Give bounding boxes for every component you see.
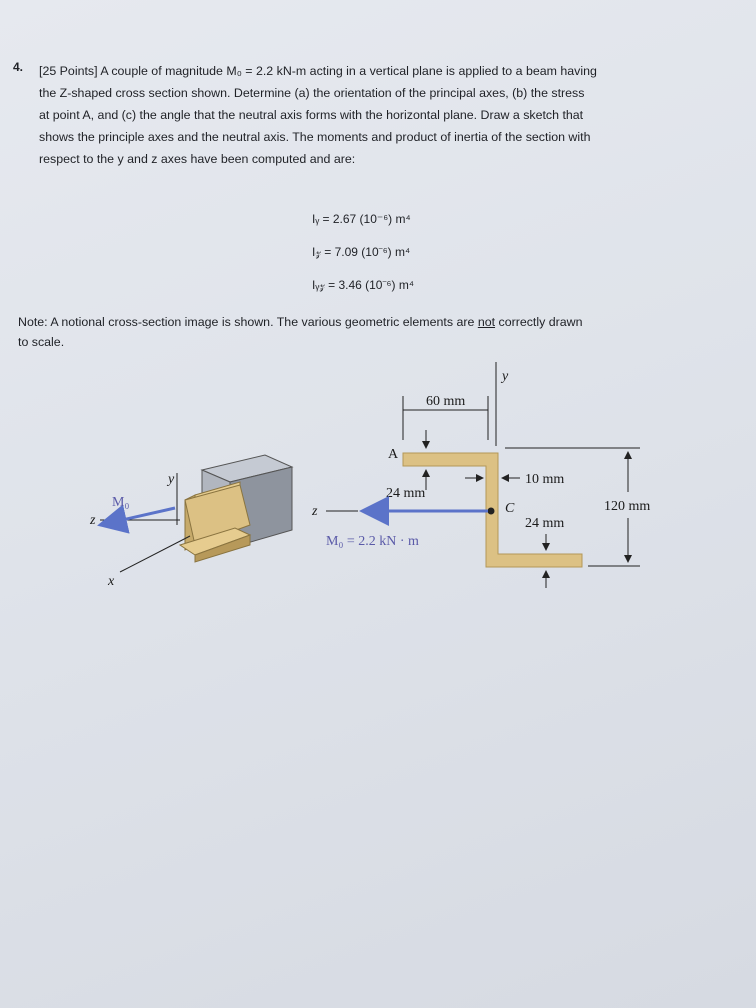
beam-3d — [180, 482, 250, 562]
note-line-2: to scale. — [18, 335, 65, 349]
dim-10-label: 10 mm — [525, 472, 565, 487]
problem-points: [25 Points] — [39, 64, 98, 78]
dim-60-label: 60 mm — [426, 394, 466, 409]
centroid-label: C — [505, 501, 515, 516]
point-a-label: A — [388, 447, 399, 462]
equation-iy: Iᵧ = 2.67 (10⁻⁶) m⁴ — [312, 212, 411, 226]
note-prefix: Note: A notional cross-section image is shown. The various geometric elements are — [18, 315, 478, 329]
moment-vector-3d — [100, 508, 175, 525]
problem-line-1: A couple of magnitude M₀ = 2.2 kN-m acting in a vertical plane is applied to a beam having — [100, 64, 597, 78]
note-suffix: correctly drawn — [495, 315, 583, 329]
x-axis-label-3d: x — [108, 574, 115, 589]
problem-line-4: shows the principle axes and the neutral axis. The moments and product of inertia of the section with — [39, 130, 591, 144]
dim-24-bottom-label: 24 mm — [525, 516, 565, 531]
note-underlined: not — [477, 315, 496, 329]
x-axis-3d — [120, 536, 190, 572]
equation-iyz: Iᵧ𝓏 = 3.46 (10⁻⁶) m⁴ — [312, 278, 414, 292]
problem-line-3: at point A, and (c) the angle that the neutral axis forms with the horizontal plane. Draw a sketch that — [39, 108, 584, 122]
problem-number: 4. — [13, 60, 24, 74]
equation-iz: I𝓏 = 7.09 (10⁻⁶) m⁴ — [312, 245, 411, 259]
centroid-point — [488, 508, 495, 515]
y-axis-label-3d: y — [168, 472, 175, 487]
problem-line-5: respect to the y and z axes have been computed and are: — [39, 152, 356, 166]
z-axis-label-2d: z — [312, 504, 318, 519]
dim-120-label: 120 mm — [604, 499, 651, 514]
mo-value-label: M₀ = 2.2 kN · m — [326, 534, 419, 549]
dim-24-top-label: 24 mm — [386, 486, 426, 501]
y-axis-label-2d: y — [502, 369, 509, 384]
mo-label-3d: M₀ — [112, 495, 130, 510]
z-axis-label-3d: z — [90, 513, 96, 528]
problem-line-2: the Z-shaped cross section shown. Determine (a) the orientation of the principal axes, (b) the stress — [39, 86, 585, 100]
